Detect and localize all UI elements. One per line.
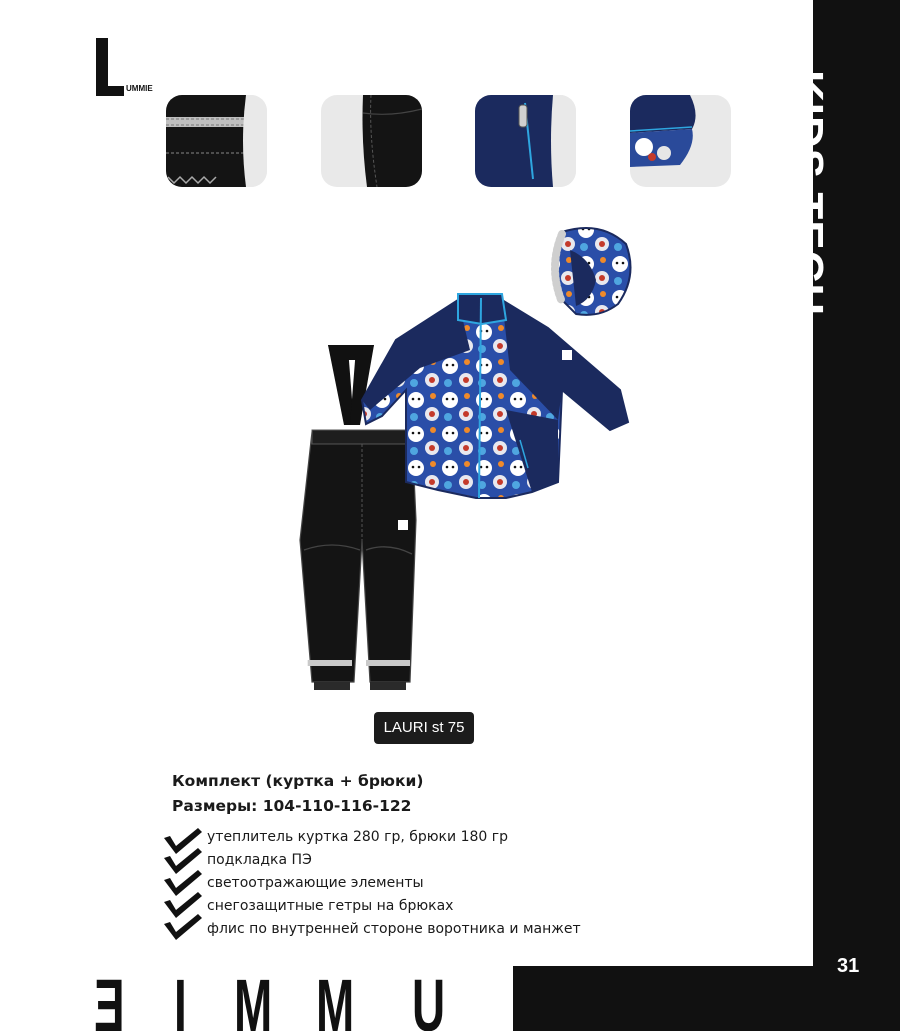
brand-letter: I — [174, 964, 187, 1031]
check-mark-icon — [162, 828, 204, 940]
feature-item: снегозащитные гетры на брюках — [207, 898, 454, 914]
trouser-seam-icon — [321, 95, 422, 187]
detail-thumb-cuff — [630, 95, 731, 187]
zipper-pocket-icon — [475, 95, 576, 187]
product-sizes: Размеры: 104-110-116-122 — [172, 797, 412, 815]
feature-list — [207, 826, 581, 941]
brand-letter: Ǝ — [94, 964, 125, 1031]
hood-drawing — [555, 228, 631, 315]
feature-item: флис по внутренней стороне воротника и манжет — [207, 921, 581, 937]
product-title: Комплект (куртка + брюки) — [172, 772, 424, 790]
detail-thumb-seam — [321, 95, 422, 187]
page-number-box — [813, 955, 900, 1031]
sleeve-cuff-icon — [630, 95, 731, 187]
reflective-tape-icon — [166, 95, 267, 187]
detail-thumb-reflective — [166, 95, 267, 187]
pants-drawing — [300, 430, 416, 690]
product-illustration — [270, 220, 650, 700]
sidebar-title: KIDS TECH — [783, 70, 832, 317]
brand-letter: M — [316, 964, 355, 1031]
feature-item: светоотражающие элементы — [207, 875, 424, 891]
logo-l-foot — [96, 86, 124, 96]
feature-item: подкладка ПЭ — [207, 852, 312, 868]
page-number: 31 — [837, 955, 860, 977]
model-label: LAURI st 75 — [374, 712, 474, 744]
bottom-black-bar — [513, 966, 813, 1031]
brand-letter: M — [234, 964, 273, 1031]
detail-thumb-zipper — [475, 95, 576, 187]
feature-item: утеплитель куртка 280 гр, брюки 180 гр — [207, 829, 508, 845]
logo-text: UMMIE — [126, 84, 153, 93]
brand-letter: U — [412, 964, 446, 1031]
